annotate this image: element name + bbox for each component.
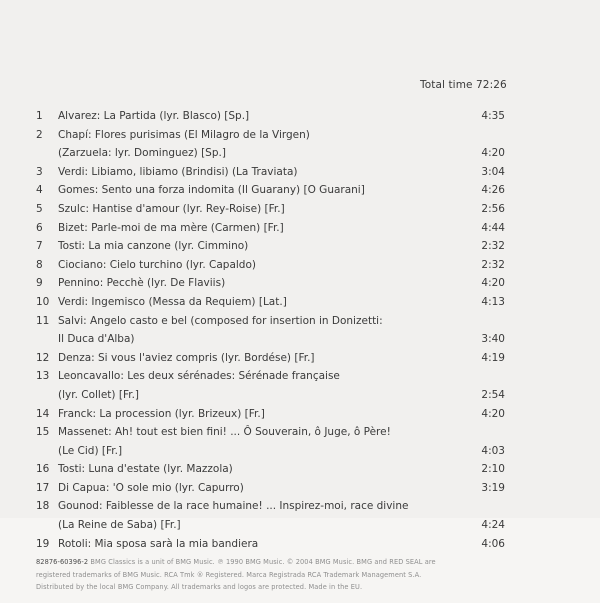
track-row bbox=[0, 442, 600, 461]
track-row bbox=[0, 219, 600, 238]
track-number: 17 bbox=[36, 481, 50, 494]
track-number: 10 bbox=[36, 295, 50, 308]
track-title: Szulc: Hantise d'amour (lyr. Rey-Roise) [Fr.] bbox=[58, 202, 285, 215]
total-time: Total time 72:26 bbox=[420, 79, 507, 91]
track-row bbox=[0, 349, 600, 368]
track-row bbox=[0, 256, 600, 275]
track-duration: 2:10 bbox=[481, 463, 505, 476]
track-number: 7 bbox=[36, 240, 43, 253]
track-duration: 4:19 bbox=[481, 351, 505, 364]
track-number: 12 bbox=[36, 351, 50, 364]
track-duration: 4:20 bbox=[481, 147, 505, 160]
track-number: 2 bbox=[36, 128, 43, 141]
track-row bbox=[0, 405, 600, 424]
track-duration: 2:56 bbox=[481, 202, 505, 215]
track-title: Salvi: Angelo casto e bel (composed for insertion in Donizetti: bbox=[58, 314, 383, 327]
track-number: 13 bbox=[36, 370, 50, 383]
track-title: Pennino: Pecchè (lyr. De Flaviis) bbox=[58, 277, 226, 290]
track-duration: 4:13 bbox=[481, 295, 505, 308]
track-title: (La Reine de Saba) [Fr.] bbox=[58, 519, 181, 532]
track-title: Gomes: Sento una forza indomita (Il Guarany) [O Guarani] bbox=[58, 184, 365, 197]
track-duration: 3:04 bbox=[481, 165, 505, 178]
track-row bbox=[0, 460, 600, 479]
track-title: Tosti: Luna d'estate (lyr. Mazzola) bbox=[58, 463, 233, 476]
track-title: Verdi: Ingemisco (Messa da Requiem) [Lat.] bbox=[58, 295, 287, 308]
track-number: 14 bbox=[36, 407, 50, 420]
track-title: Di Capua: 'O sole mio (lyr. Capurro) bbox=[58, 481, 244, 494]
track-row bbox=[0, 535, 600, 554]
track-duration: 4:20 bbox=[481, 407, 505, 420]
track-row bbox=[0, 163, 600, 182]
track-row bbox=[0, 274, 600, 293]
track-title: Massenet: Ah! tout est bien fini! ... Ô Souverain, ô Juge, ô Père! bbox=[58, 426, 391, 439]
track-row bbox=[0, 312, 600, 331]
catalog-number: 82876-60396-2 bbox=[36, 558, 89, 566]
track-title: (Le Cid) [Fr.] bbox=[58, 444, 123, 457]
track-title: Franck: La procession (lyr. Brizeux) [Fr.] bbox=[58, 407, 265, 420]
track-title: Il Duca d'Alba) bbox=[58, 333, 135, 346]
track-row bbox=[0, 200, 600, 219]
track-row bbox=[0, 423, 600, 442]
track-duration: 2:32 bbox=[481, 240, 505, 253]
track-duration: 4:06 bbox=[481, 537, 505, 550]
track-row bbox=[0, 330, 600, 349]
track-number: 3 bbox=[36, 165, 43, 178]
track-title: Alvarez: La Partida (lyr. Blasco) [Sp.] bbox=[58, 110, 250, 122]
track-row bbox=[0, 386, 600, 405]
track-title: Ciociano: Cielo turchino (lyr. Capaldo) bbox=[58, 258, 256, 271]
track-duration: 4:24 bbox=[481, 519, 505, 532]
footer-line: Distributed by the local BMG Company. All trademarks and logos are protected. Made in the EU. bbox=[36, 583, 363, 591]
track-row bbox=[0, 181, 600, 200]
footer-line bbox=[36, 556, 576, 569]
track-row bbox=[0, 237, 600, 256]
track-row bbox=[0, 367, 600, 386]
track-duration: 4:20 bbox=[481, 277, 505, 290]
track-title: Gounod: Faiblesse de la race humaine! ... Inspirez-moi, race divine bbox=[58, 500, 409, 513]
track-number: 8 bbox=[36, 258, 43, 271]
track-row bbox=[0, 126, 600, 145]
track-row bbox=[0, 144, 600, 163]
track-title: Leoncavallo: Les deux sérénades: Sérénade française bbox=[58, 370, 340, 383]
track-duration: 3:19 bbox=[481, 481, 505, 494]
track-duration: 2:54 bbox=[481, 388, 505, 401]
track-title: (Zarzuela: lyr. Dominguez) [Sp.] bbox=[58, 147, 226, 160]
track-row bbox=[0, 293, 600, 312]
track-list bbox=[0, 107, 600, 553]
track-title: Chapí: Flores purisimas (El Milagro de la Virgen) bbox=[58, 128, 310, 141]
track-number: 11 bbox=[36, 314, 50, 327]
track-number: 6 bbox=[36, 221, 43, 234]
legal-text: BMG Classics is a unit of BMG Music. ℗ 1990 BMG Music. © 2004 BMG Music. BMG and RED SEAL are bbox=[90, 558, 436, 566]
track-title: Verdi: Libiamo, libiamo (Brindisi) (La Traviata) bbox=[58, 165, 298, 178]
track-title: Denza: Si vous l'aviez compris (lyr. Bordése) [Fr.] bbox=[58, 351, 315, 364]
track-row bbox=[0, 516, 600, 535]
track-title: Rotoli: Mia sposa sarà la mia bandiera bbox=[58, 537, 259, 550]
track-number: 9 bbox=[36, 277, 43, 290]
track-number: 18 bbox=[36, 500, 50, 513]
track-row bbox=[0, 479, 600, 498]
track-duration: 4:35 bbox=[481, 110, 505, 122]
track-number: 19 bbox=[36, 537, 50, 550]
footer-line: registered trademarks of BMG Music. RCA Tmk ® Registered. Marca Registrada RCA Trademark Management S.A. bbox=[36, 570, 422, 579]
track-title: Bizet: Parle-moi de ma mère (Carmen) [Fr.] bbox=[58, 221, 284, 234]
track-row bbox=[0, 497, 600, 516]
footer-legal bbox=[36, 556, 576, 594]
track-title: (lyr. Collet) [Fr.] bbox=[58, 388, 140, 401]
track-number: 4 bbox=[36, 184, 43, 197]
track-duration: 4:44 bbox=[481, 221, 505, 234]
track-duration: 2:32 bbox=[481, 258, 505, 271]
track-title: Tosti: La mia canzone (lyr. Cimmino) bbox=[58, 240, 249, 253]
track-number: 15 bbox=[36, 426, 50, 439]
track-duration: 4:26 bbox=[481, 184, 505, 197]
track-number: 1 bbox=[36, 110, 43, 122]
track-number: 5 bbox=[36, 202, 43, 215]
track-duration: 4:03 bbox=[481, 444, 505, 457]
track-number: 16 bbox=[36, 463, 50, 476]
track-duration: 3:40 bbox=[481, 333, 505, 346]
track-row bbox=[0, 107, 600, 126]
